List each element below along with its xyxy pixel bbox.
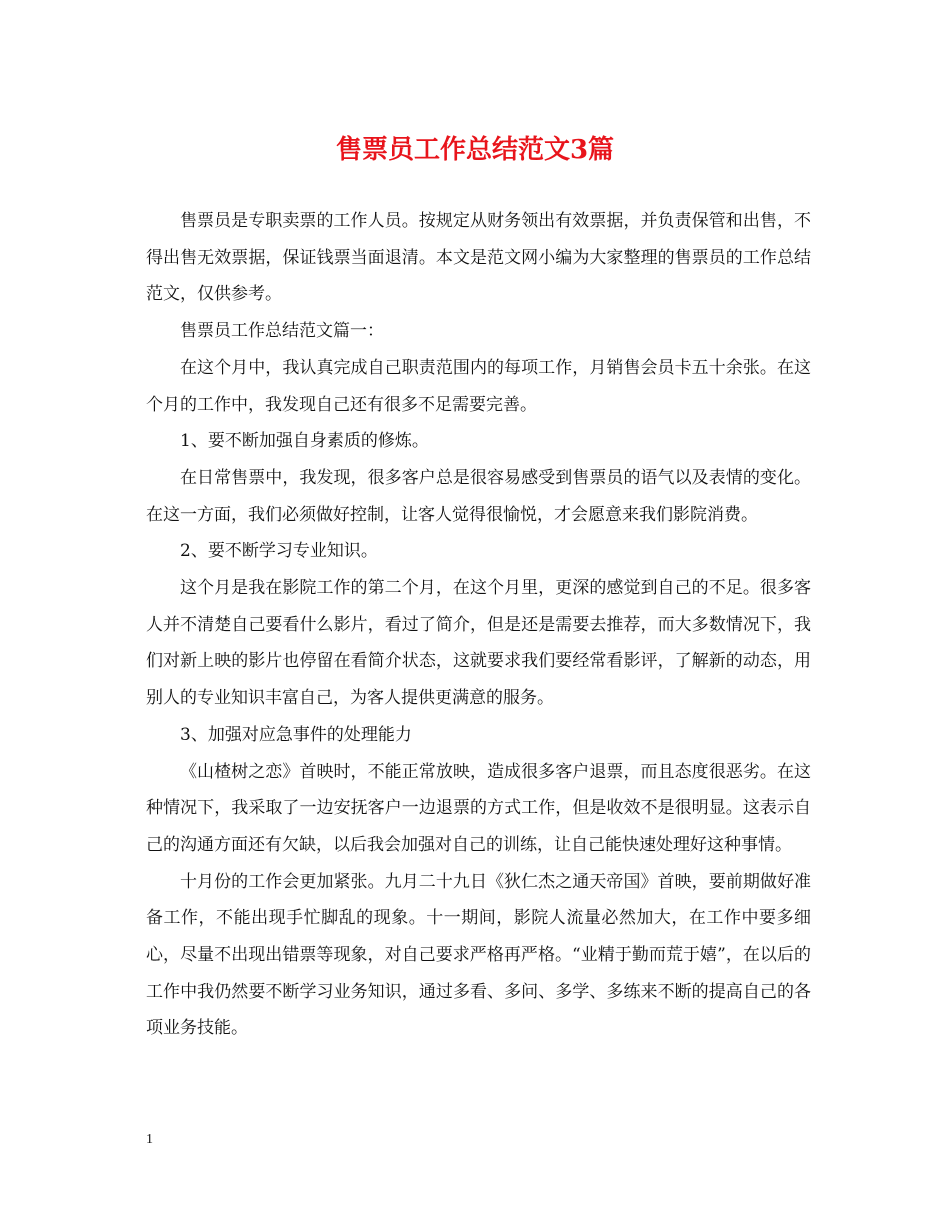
page-number: 1 xyxy=(146,1132,153,1147)
paragraph-point-1-detail: 在日常售票中，我发现，很多客户总是很容易感受到售票员的语气以及表情的变化。在这一方面，我们必须做好控制，让客人觉得很愉悦，才会愿意来我们影院消费。 xyxy=(146,467,811,525)
paragraph-point-3-detail: 《山楂树之恋》首映时，不能正常放映，造成很多客户退票，而且态度很恶劣。在这种情况下，我采取了一边安抚客户一边退票的方式工作，但是收效不是很明显。这表示自己的沟通方面还有欠缺，以后我会加强对自己的训练，让自己能快速处理好这种事情。 xyxy=(146,761,811,855)
paragraph-intro: 售票员是专职卖票的工作人员。按规定从财务领出有效票据，并负责保管和出售，不得出售无效票据，保证钱票当面退清。本文是范文网小编为大家整理的售票员的工作总结范文，仅供参考。 xyxy=(146,211,811,305)
paragraph-point-3: 3、加强对应急事件的处理能力 xyxy=(180,724,412,745)
paragraph-point-2-detail: 这个月是我在影院工作的第二个月，在这个月里，更深的感觉到自己的不足。很多客人并不清楚自己要看什么影片，看过了简介，但是还是需要去推荐，而大多数情况下，我们对新上映的影片也停留在看简介状态，这就要求我们要经常看影评，了解新的动态，用别人的专业知识丰富自己，为客人提供更满意的服务。 xyxy=(146,578,811,709)
document-body xyxy=(146,203,811,1047)
paragraph-month-summary: 在这个月中，我认真完成自己职责范围内的每项工作，月销售会员卡五十余张。在这个月的工作中，我发现自己还有很多不足需要完善。 xyxy=(146,357,811,415)
paragraph-section-heading: 售票员工作总结范文篇一： xyxy=(180,321,384,342)
paragraph-point-1: 1、要不断加强自身素质的修炼。 xyxy=(180,431,429,452)
paragraph-point-2: 2、要不断学习专业知识。 xyxy=(180,541,378,562)
paragraph-october-plan: 十月份的工作会更加紧张。九月二十九日《狄仁杰之通天帝国》首映，要前期做好准备工作，不能出现手忙脚乱的现象。十一期间，影院人流量必然加大，在工作中要多细心，尽量不出现出错票等现象，对自己要求严格再严格。“业精于勤而荒于嬉”，在以后的工作中我仍然要不断学习业务知识，通过多看、多问、多学、多练来不断的提高自己的各项业务技能。 xyxy=(146,871,811,1039)
document-title: 售票员工作总结范文3篇 xyxy=(335,135,615,165)
